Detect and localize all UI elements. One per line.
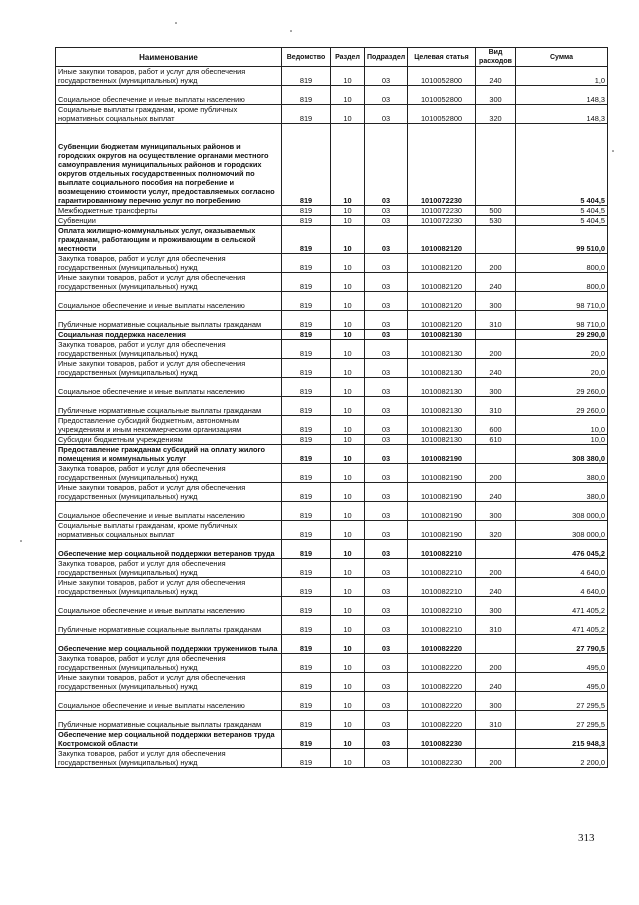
- cell-name: Закупка товаров, работ и услуг для обеспечения государственных (муниципальных) нужд: [56, 254, 282, 273]
- table-row: [56, 206, 608, 216]
- cell-vedomstvo: 819: [282, 692, 331, 711]
- cell-sum: 98 710,0: [516, 311, 608, 330]
- cell-razdel: 10: [331, 340, 365, 359]
- table-row: [56, 711, 608, 730]
- cell-sum: 1,0: [516, 67, 608, 86]
- cell-vedomstvo: 819: [282, 445, 331, 464]
- cell-name: Иные закупки товаров, работ и услуг для обеспечения государственных (муниципальных) нужд: [56, 483, 282, 502]
- cell-razdel: 10: [331, 67, 365, 86]
- cell-vedomstvo: 819: [282, 254, 331, 273]
- cell-name: Иные закупки товаров, работ и услуг для обеспечения государственных (муниципальных) нужд: [56, 67, 282, 86]
- cell-sum: 29 260,0: [516, 397, 608, 416]
- cell-name: Иные закупки товаров, работ и услуг для обеспечения государственных (муниципальных) нужд: [56, 578, 282, 597]
- cell-podrazdel: 03: [365, 597, 408, 616]
- cell-sum: 476 045,2: [516, 540, 608, 559]
- cell-vedomstvo: 819: [282, 378, 331, 397]
- cell-sum: 10,0: [516, 416, 608, 435]
- cell-razdel: 10: [331, 105, 365, 124]
- cell-target-article: 1010082220: [408, 692, 476, 711]
- cell-podrazdel: 03: [365, 711, 408, 730]
- table-row: [56, 340, 608, 359]
- cell-target-article: 1010082210: [408, 616, 476, 635]
- cell-sum: 20,0: [516, 359, 608, 378]
- table-row: [56, 464, 608, 483]
- cell-podrazdel: 03: [365, 749, 408, 768]
- cell-razdel: 10: [331, 416, 365, 435]
- table-row: [56, 124, 608, 206]
- cell-razdel: 10: [331, 464, 365, 483]
- cell-podrazdel: 03: [365, 359, 408, 378]
- cell-razdel: 10: [331, 311, 365, 330]
- cell-vedomstvo: 819: [282, 226, 331, 254]
- cell-vedomstvo: 819: [282, 206, 331, 216]
- cell-razdel: 10: [331, 273, 365, 292]
- cell-sum: 471 405,2: [516, 616, 608, 635]
- cell-expense-type: 300: [476, 597, 516, 616]
- cell-name: Публичные нормативные социальные выплаты гражданам: [56, 711, 282, 730]
- cell-name: Обеспечение мер социальной поддержки ветеранов труда: [56, 540, 282, 559]
- cell-vedomstvo: 819: [282, 340, 331, 359]
- table-row: [56, 226, 608, 254]
- cell-vedomstvo: 819: [282, 616, 331, 635]
- cell-podrazdel: 03: [365, 67, 408, 86]
- cell-expense-type: 240: [476, 67, 516, 86]
- cell-sum: 471 405,2: [516, 597, 608, 616]
- cell-name: Социальное обеспечение и иные выплаты населению: [56, 378, 282, 397]
- cell-razdel: 10: [331, 616, 365, 635]
- cell-podrazdel: 03: [365, 226, 408, 254]
- cell-podrazdel: 03: [365, 521, 408, 540]
- cell-target-article: 1010082220: [408, 673, 476, 692]
- cell-expense-type: [476, 330, 516, 340]
- table-row: [56, 254, 608, 273]
- cell-name: Социальные выплаты гражданам, кроме публичных нормативных социальных выплат: [56, 105, 282, 124]
- cell-vedomstvo: 819: [282, 540, 331, 559]
- scan-speck: [612, 150, 614, 152]
- cell-expense-type: 500: [476, 206, 516, 216]
- scan-speck: [20, 540, 22, 542]
- table-row: [56, 749, 608, 768]
- table-row: [56, 416, 608, 435]
- cell-razdel: 10: [331, 597, 365, 616]
- table-row: [56, 86, 608, 105]
- header-sum: Сумма: [516, 48, 608, 67]
- cell-razdel: 10: [331, 654, 365, 673]
- cell-expense-type: 310: [476, 397, 516, 416]
- cell-expense-type: 310: [476, 711, 516, 730]
- cell-expense-type: 200: [476, 559, 516, 578]
- cell-name: Субсидии бюджетным учреждениям: [56, 435, 282, 445]
- cell-sum: 10,0: [516, 435, 608, 445]
- cell-expense-type: 200: [476, 464, 516, 483]
- cell-expense-type: 530: [476, 216, 516, 226]
- cell-podrazdel: 03: [365, 86, 408, 105]
- cell-razdel: 10: [331, 378, 365, 397]
- table-row: [56, 445, 608, 464]
- cell-name: Закупка товаров, работ и услуг для обеспечения государственных (муниципальных) нужд: [56, 464, 282, 483]
- header-name: Наименование: [56, 48, 282, 67]
- cell-name: Социальное обеспечение и иные выплаты населению: [56, 292, 282, 311]
- cell-podrazdel: 03: [365, 254, 408, 273]
- cell-sum: 380,0: [516, 464, 608, 483]
- table-row: [56, 216, 608, 226]
- cell-name: Публичные нормативные социальные выплаты гражданам: [56, 616, 282, 635]
- cell-target-article: 1010072230: [408, 216, 476, 226]
- cell-target-article: 1010082130: [408, 416, 476, 435]
- cell-name: Закупка товаров, работ и услуг для обеспечения государственных (муниципальных) нужд: [56, 749, 282, 768]
- cell-name: Обеспечение мер социальной поддержки тружеников тыла: [56, 635, 282, 654]
- table-row: [56, 521, 608, 540]
- cell-razdel: 10: [331, 635, 365, 654]
- cell-sum: 5 404,5: [516, 124, 608, 206]
- cell-vedomstvo: 819: [282, 311, 331, 330]
- cell-expense-type: 240: [476, 578, 516, 597]
- header-target-article: Целевая статья: [408, 48, 476, 67]
- cell-podrazdel: 03: [365, 635, 408, 654]
- cell-sum: 4 640,0: [516, 578, 608, 597]
- cell-podrazdel: 03: [365, 105, 408, 124]
- cell-name: Межбюджетные трансферты: [56, 206, 282, 216]
- cell-expense-type: 300: [476, 86, 516, 105]
- cell-podrazdel: 03: [365, 616, 408, 635]
- cell-target-article: 1010082190: [408, 445, 476, 464]
- cell-sum: 800,0: [516, 254, 608, 273]
- cell-podrazdel: 03: [365, 578, 408, 597]
- cell-name: Субвенции: [56, 216, 282, 226]
- cell-vedomstvo: 819: [282, 673, 331, 692]
- cell-expense-type: [476, 445, 516, 464]
- cell-vedomstvo: 819: [282, 397, 331, 416]
- cell-podrazdel: 03: [365, 292, 408, 311]
- cell-podrazdel: 03: [365, 397, 408, 416]
- cell-name: Социальная поддержка населения: [56, 330, 282, 340]
- table-row: [56, 435, 608, 445]
- table-row: [56, 654, 608, 673]
- cell-vedomstvo: 819: [282, 124, 331, 206]
- cell-sum: 99 510,0: [516, 226, 608, 254]
- cell-target-article: 1010082210: [408, 578, 476, 597]
- cell-target-article: 1010082120: [408, 226, 476, 254]
- cell-podrazdel: 03: [365, 692, 408, 711]
- cell-name: Социальное обеспечение и иные выплаты населению: [56, 692, 282, 711]
- cell-name: Социальное обеспечение и иные выплаты населению: [56, 597, 282, 616]
- cell-podrazdel: 03: [365, 435, 408, 445]
- cell-sum: 29 290,0: [516, 330, 608, 340]
- cell-podrazdel: 03: [365, 330, 408, 340]
- table-row: [56, 559, 608, 578]
- table-row: [56, 67, 608, 86]
- table-row: [56, 292, 608, 311]
- cell-expense-type: 240: [476, 359, 516, 378]
- cell-sum: 4 640,0: [516, 559, 608, 578]
- cell-target-article: 1010082220: [408, 635, 476, 654]
- cell-razdel: 10: [331, 435, 365, 445]
- cell-vedomstvo: 819: [282, 559, 331, 578]
- cell-target-article: 1010082220: [408, 711, 476, 730]
- cell-target-article: 1010082130: [408, 330, 476, 340]
- table-row: [56, 359, 608, 378]
- cell-expense-type: [476, 635, 516, 654]
- cell-vedomstvo: 819: [282, 105, 331, 124]
- cell-name: Обеспечение мер социальной поддержки ветеранов труда Костромской области: [56, 730, 282, 749]
- cell-name: Иные закупки товаров, работ и услуг для обеспечения государственных (муниципальных) нужд: [56, 673, 282, 692]
- cell-sum: 308 380,0: [516, 445, 608, 464]
- table-row: [56, 378, 608, 397]
- cell-name: Публичные нормативные социальные выплаты гражданам: [56, 397, 282, 416]
- cell-expense-type: 240: [476, 673, 516, 692]
- page-number: 313: [578, 832, 595, 844]
- cell-target-article: 1010082230: [408, 730, 476, 749]
- table-body: [56, 67, 608, 768]
- cell-expense-type: [476, 730, 516, 749]
- table-row: [56, 578, 608, 597]
- cell-podrazdel: 03: [365, 378, 408, 397]
- cell-razdel: 10: [331, 206, 365, 216]
- cell-expense-type: 200: [476, 340, 516, 359]
- cell-expense-type: [476, 124, 516, 206]
- header-razdel: Раздел: [331, 48, 365, 67]
- cell-target-article: 1010052800: [408, 86, 476, 105]
- cell-name: Оплата жилищно-коммунальных услуг, оказываемых гражданам, работающим и проживающим в сельской местности: [56, 226, 282, 254]
- cell-sum: 148,3: [516, 105, 608, 124]
- cell-razdel: 10: [331, 521, 365, 540]
- cell-expense-type: 240: [476, 483, 516, 502]
- cell-target-article: 1010082230: [408, 749, 476, 768]
- cell-podrazdel: 03: [365, 654, 408, 673]
- header-vedomstvo: Ведомство: [282, 48, 331, 67]
- table-row: [56, 597, 608, 616]
- table-row: [56, 635, 608, 654]
- cell-vedomstvo: 819: [282, 711, 331, 730]
- cell-target-article: 1010082190: [408, 483, 476, 502]
- cell-podrazdel: 03: [365, 673, 408, 692]
- cell-sum: 2 200,0: [516, 749, 608, 768]
- cell-name: Публичные нормативные социальные выплаты гражданам: [56, 311, 282, 330]
- cell-target-article: 1010082120: [408, 254, 476, 273]
- cell-vedomstvo: 819: [282, 483, 331, 502]
- cell-razdel: 10: [331, 86, 365, 105]
- cell-target-article: 1010072230: [408, 206, 476, 216]
- table-row: [56, 483, 608, 502]
- cell-razdel: 10: [331, 673, 365, 692]
- cell-vedomstvo: 819: [282, 273, 331, 292]
- cell-podrazdel: 03: [365, 124, 408, 206]
- cell-sum: 27 295,5: [516, 711, 608, 730]
- cell-expense-type: 320: [476, 105, 516, 124]
- cell-target-article: 1010082120: [408, 311, 476, 330]
- cell-expense-type: 200: [476, 749, 516, 768]
- header-expense-type: Вид расходов: [476, 48, 516, 67]
- cell-target-article: 1010082210: [408, 540, 476, 559]
- cell-podrazdel: 03: [365, 464, 408, 483]
- cell-sum: 29 260,0: [516, 378, 608, 397]
- table-row: [56, 105, 608, 124]
- cell-razdel: 10: [331, 359, 365, 378]
- cell-vedomstvo: 819: [282, 521, 331, 540]
- cell-sum: 5 404,5: [516, 216, 608, 226]
- cell-vedomstvo: 819: [282, 86, 331, 105]
- cell-razdel: 10: [331, 445, 365, 464]
- cell-vedomstvo: 819: [282, 416, 331, 435]
- cell-podrazdel: 03: [365, 416, 408, 435]
- cell-razdel: 10: [331, 292, 365, 311]
- cell-expense-type: 600: [476, 416, 516, 435]
- header-podrazdel: Подраздел: [365, 48, 408, 67]
- cell-sum: 495,0: [516, 673, 608, 692]
- scan-speck: [175, 22, 177, 24]
- cell-expense-type: 320: [476, 521, 516, 540]
- cell-podrazdel: 03: [365, 483, 408, 502]
- cell-sum: 27 295,5: [516, 692, 608, 711]
- cell-target-article: 1010082130: [408, 397, 476, 416]
- cell-podrazdel: 03: [365, 540, 408, 559]
- cell-sum: 27 790,5: [516, 635, 608, 654]
- cell-target-article: 1010082130: [408, 378, 476, 397]
- cell-vedomstvo: 819: [282, 292, 331, 311]
- cell-target-article: 1010082190: [408, 521, 476, 540]
- table-header-row: [56, 48, 608, 67]
- cell-target-article: 1010082130: [408, 359, 476, 378]
- cell-expense-type: 300: [476, 692, 516, 711]
- cell-expense-type: [476, 226, 516, 254]
- table-row: [56, 540, 608, 559]
- cell-vedomstvo: 819: [282, 216, 331, 226]
- cell-podrazdel: 03: [365, 273, 408, 292]
- cell-vedomstvo: 819: [282, 597, 331, 616]
- cell-sum: 308 000,0: [516, 521, 608, 540]
- cell-sum: 215 948,3: [516, 730, 608, 749]
- cell-expense-type: [476, 540, 516, 559]
- cell-razdel: 10: [331, 711, 365, 730]
- cell-podrazdel: 03: [365, 340, 408, 359]
- cell-name: Социальное обеспечение и иные выплаты населению: [56, 86, 282, 105]
- cell-name: Социальные выплаты гражданам, кроме публичных нормативных социальных выплат: [56, 521, 282, 540]
- table-row: [56, 397, 608, 416]
- cell-target-article: 1010082130: [408, 340, 476, 359]
- cell-expense-type: 200: [476, 254, 516, 273]
- cell-podrazdel: 03: [365, 311, 408, 330]
- cell-sum: 148,3: [516, 86, 608, 105]
- cell-razdel: 10: [331, 578, 365, 597]
- cell-podrazdel: 03: [365, 559, 408, 578]
- cell-razdel: 10: [331, 483, 365, 502]
- cell-vedomstvo: 819: [282, 464, 331, 483]
- cell-razdel: 10: [331, 730, 365, 749]
- cell-sum: 98 710,0: [516, 292, 608, 311]
- cell-razdel: 10: [331, 749, 365, 768]
- table-row: [56, 616, 608, 635]
- table-row: [56, 502, 608, 521]
- cell-name: Субвенции бюджетам муниципальных районов и городских округов на осуществление органами местного самоуправления муниципальных районов и городских округов отдельных государственных полномочий по выплате социального пособия на погребение и возмещению стоимости услуг, предоставляемых согласно гарантированному перечню услуг по погребению: [56, 124, 282, 206]
- cell-podrazdel: 03: [365, 216, 408, 226]
- table-row: [56, 673, 608, 692]
- cell-vedomstvo: 819: [282, 654, 331, 673]
- cell-podrazdel: 03: [365, 730, 408, 749]
- table-row: [56, 730, 608, 749]
- cell-target-article: 1010072230: [408, 124, 476, 206]
- cell-name: Закупка товаров, работ и услуг для обеспечения государственных (муниципальных) нужд: [56, 559, 282, 578]
- cell-target-article: 1010052800: [408, 105, 476, 124]
- cell-target-article: 1010082120: [408, 273, 476, 292]
- cell-expense-type: 300: [476, 502, 516, 521]
- cell-podrazdel: 03: [365, 502, 408, 521]
- cell-name: Предоставление субсидий бюджетным, автономным учреждениям и иным некоммерческим организациям: [56, 416, 282, 435]
- cell-razdel: 10: [331, 226, 365, 254]
- cell-podrazdel: 03: [365, 445, 408, 464]
- cell-sum: 495,0: [516, 654, 608, 673]
- cell-target-article: 1010082190: [408, 464, 476, 483]
- cell-vedomstvo: 819: [282, 578, 331, 597]
- cell-expense-type: 300: [476, 292, 516, 311]
- cell-sum: 5 404,5: [516, 206, 608, 216]
- cell-razdel: 10: [331, 254, 365, 273]
- scan-speck: [290, 30, 292, 32]
- table-row: [56, 330, 608, 340]
- cell-vedomstvo: 819: [282, 435, 331, 445]
- cell-name: Социальное обеспечение и иные выплаты населению: [56, 502, 282, 521]
- cell-expense-type: 300: [476, 378, 516, 397]
- cell-expense-type: 310: [476, 311, 516, 330]
- cell-razdel: 10: [331, 692, 365, 711]
- cell-razdel: 10: [331, 216, 365, 226]
- cell-name: Иные закупки товаров, работ и услуг для обеспечения государственных (муниципальных) нужд: [56, 273, 282, 292]
- cell-target-article: 1010052800: [408, 67, 476, 86]
- cell-vedomstvo: 819: [282, 67, 331, 86]
- cell-vedomstvo: 819: [282, 502, 331, 521]
- cell-name: Закупка товаров, работ и услуг для обеспечения государственных (муниципальных) нужд: [56, 654, 282, 673]
- cell-sum: 380,0: [516, 483, 608, 502]
- cell-target-article: 1010082130: [408, 435, 476, 445]
- cell-name: Иные закупки товаров, работ и услуг для обеспечения государственных (муниципальных) нужд: [56, 359, 282, 378]
- cell-vedomstvo: 819: [282, 635, 331, 654]
- cell-razdel: 10: [331, 124, 365, 206]
- cell-vedomstvo: 819: [282, 359, 331, 378]
- table-row: [56, 273, 608, 292]
- cell-target-article: 1010082220: [408, 654, 476, 673]
- cell-sum: 308 000,0: [516, 502, 608, 521]
- cell-vedomstvo: 819: [282, 730, 331, 749]
- cell-sum: 800,0: [516, 273, 608, 292]
- cell-razdel: 10: [331, 397, 365, 416]
- cell-razdel: 10: [331, 559, 365, 578]
- cell-expense-type: 240: [476, 273, 516, 292]
- cell-vedomstvo: 819: [282, 749, 331, 768]
- cell-razdel: 10: [331, 330, 365, 340]
- cell-razdel: 10: [331, 502, 365, 521]
- table-row: [56, 311, 608, 330]
- cell-vedomstvo: 819: [282, 330, 331, 340]
- cell-target-article: 1010082210: [408, 597, 476, 616]
- cell-name: Предоставление гражданам субсидий на оплату жилого помещения и коммунальных услуг: [56, 445, 282, 464]
- cell-podrazdel: 03: [365, 206, 408, 216]
- table-row: [56, 692, 608, 711]
- cell-sum: 20,0: [516, 340, 608, 359]
- cell-target-article: 1010082120: [408, 292, 476, 311]
- budget-table: [55, 47, 608, 768]
- cell-name: Закупка товаров, работ и услуг для обеспечения государственных (муниципальных) нужд: [56, 340, 282, 359]
- cell-target-article: 1010082210: [408, 559, 476, 578]
- cell-expense-type: 610: [476, 435, 516, 445]
- cell-target-article: 1010082190: [408, 502, 476, 521]
- cell-razdel: 10: [331, 540, 365, 559]
- cell-expense-type: 310: [476, 616, 516, 635]
- cell-expense-type: 200: [476, 654, 516, 673]
